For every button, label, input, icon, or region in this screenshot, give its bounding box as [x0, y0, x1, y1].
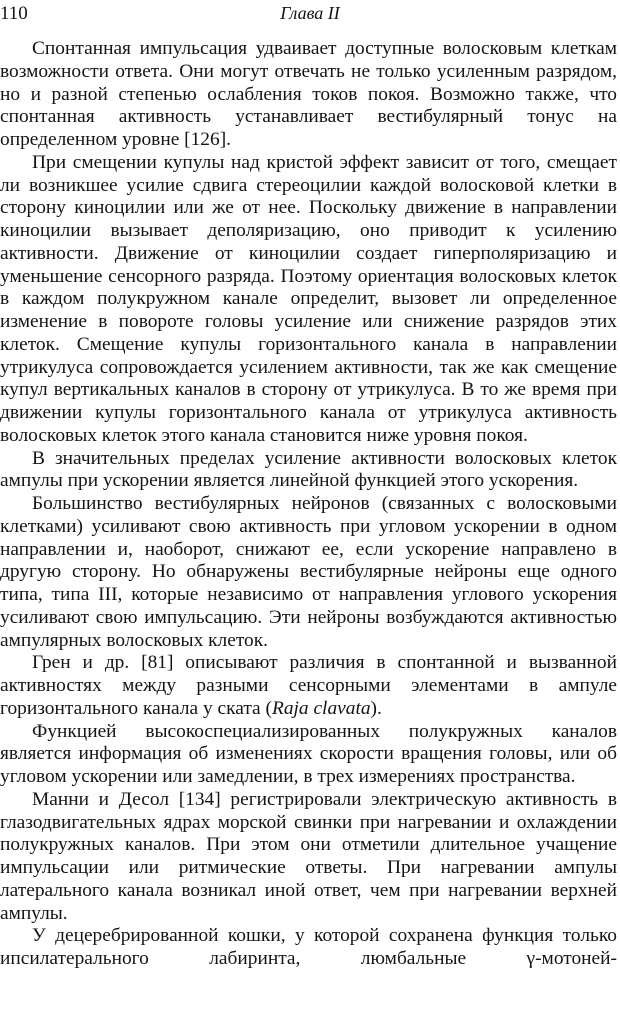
chapter-title: Глава II — [280, 3, 340, 23]
paragraph-canal-function: Функцией высокоспециализированных полукружных каналов является информация об изменениях скорости вращения головы, или об угловом ускорении или замедлении, в трех измерениях пространства. — [0, 720, 617, 787]
paragraph-decerebrate-cat: У децеребрированной кошки, у которой сохранена функция только ипсилатерального лабиринта, люмбальные γ-мотоней- — [0, 925, 617, 969]
paragraph-ray-ampulla — [0, 652, 617, 720]
paragraph-spontaneous-impulsation: Спонтанная импульсация удваивает доступные волосковым клеткам возможности ответа. Они могут отвечать не только усиленным разрядом, но и разной степенью ослабления токов покоя. Возможно также, что спонтанная активность устанавливает вестибулярный тонус на определенном уровне [126]. — [0, 38, 617, 150]
paragraph-ray-text-after: ). — [370, 697, 382, 719]
paragraph-ray-text-before: Грен и др. [81] описывают различия в спонтанной и вызванной активностях между разными сенсорными элементами в ампуле горизонтального канала у ската ( — [0, 652, 617, 719]
paragraph-manni-desol: Манни и Десол [134] регистрировали электрическую активность в глазодвигательных ядрах морской свинки при нагревании и охлаждении полукружных каналов. При этом они отметили длительное учащение импульсации или ритмические ответы. При нагревании ампулы латерального канала возникал иной ответ, чем при нагревании верхней ампулы. — [0, 788, 617, 924]
paragraph-linear-function: В значительных пределах усиление активности волосковых клеток ампулы при ускорении является линейной функцией этого ускорения. — [0, 447, 617, 492]
page-number: 110 — [0, 3, 28, 24]
species-name: Raja clavata — [271, 697, 371, 719]
body-text — [0, 38, 617, 971]
paragraph-cupula-displacement: При смещении купулы над кристой эффект зависит от того, смещает ли возникшее усилие сдвига стереоцилии каждой волосковой клетки в сторону киноцилии или же от нее. Поскольку движение в направлении киноцилии вызывает деполяризацию, оно приводит к усилению активности. Движение от киноцилии создает гиперполяризацию и уменьшение сенсорного разряда. Поэтому ориентация волосковых клеток в каждом полукружном канале определит, вызовет ли определенное изменение в повороте головы усиление или снижение разрядов этих клеток. Смещение купулы горизонтального канала в направлении утрикулуса сопровождается усилением активности, так же как смещение купул вертикальных каналов в сторону от утрикулуса. В то же время при движении купулы горизонтального канала от утрикулуса активность волосковых клеток этого канала становится ниже уровня покоя. — [0, 151, 617, 446]
running-head — [0, 3, 620, 27]
paragraph-vestibular-neurons: Большинство вестибулярных нейронов (связанных с волосковыми клетками) усиливают свою активность при угловом ускорении в одном направлении и, наоборот, снижают ее, если ускорение направлено в другую сторону. Но обнаружены вестибулярные нейроны еще одного типа, типа III, которые независимо от направления углового ускорения усиливают свою импульсацию. Эти нейроны возбуждаются активностью ампулярных волосковых клеток. — [0, 493, 617, 651]
